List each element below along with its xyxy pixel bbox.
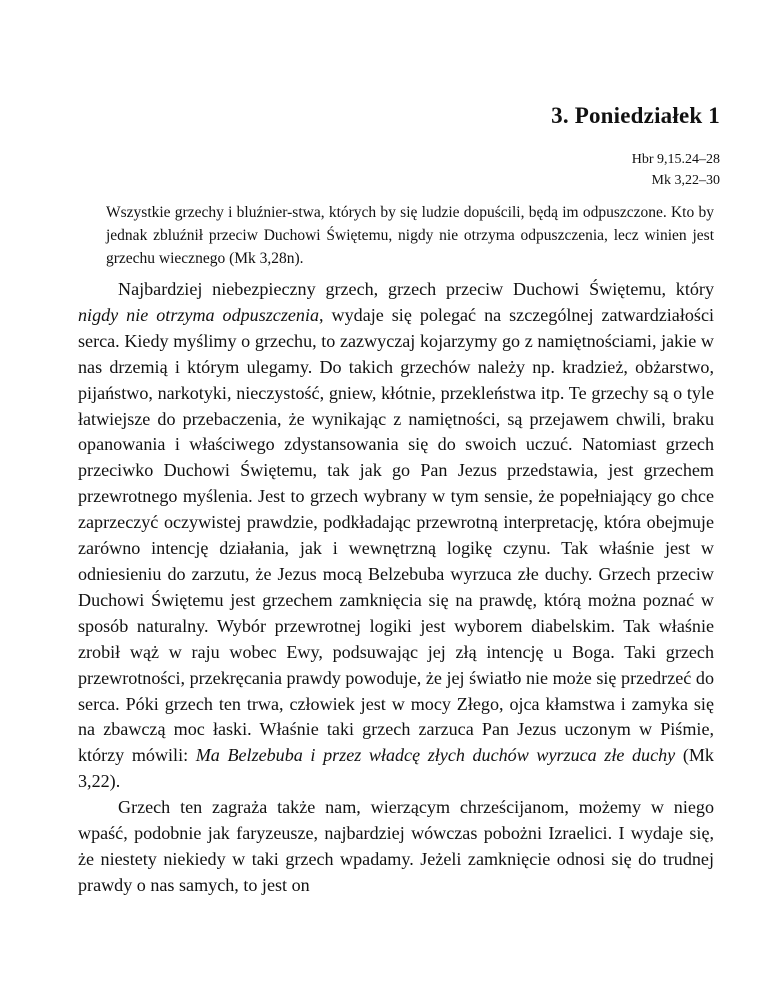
body-text <box>78 277 714 899</box>
text-run: Najbardziej niebezpieczny grzech, grzech przeciw Duchowi Świętemu, który <box>118 279 714 299</box>
emphasis-quote: nigdy nie otrzyma odpuszczenia <box>78 304 320 325</box>
emphasis-quote: Ma Belzebuba i przez władcę złych duchów wyrzuca złe duchy <box>195 745 676 766</box>
scripture-readings <box>632 149 720 191</box>
text-run: (Mk 3,22). <box>78 745 714 792</box>
text-run: , wydaje się polegać na szczególnej zatwardziałości serca. Kiedy myślimy o grzechu, to zazwyczaj kojarzymy go z namiętnościami, jakie w nas drzemią i którym ulegamy. Do takich grzechów należy np. kradzież, obżarstwo, pijaństwo, narkotyki, nieczystość, gniew, kłótnie, przekleństwa itp. Te grzechy są o tyle łatwiejsze do przebaczenia, że wynikając z namiętności, są przejawem chwili, braku opanowania i właściwego zdystansowania się do swoich uczuć. Natomiast grzech przeciwko Duchowi Świętemu, tak jak go Pan Jezus przedstawia, jest grzechem przewrotnego myślenia. Jest to grzech wybrany w tym sensie, że popełniający go chce zaprzeczyć oczywistej prawdzie, podkładając przewrotną interpretację, która obejmuje zarówno intencję działania, jak i wewnętrzną logikę czynu. Tak właśnie jest w odniesieniu do zarzutu, że Jezus mocą Belzebuba wyrzuca złe duchy. Grzech przeciw Duchowi Świętemu jest grzechem zamknięcia się na prawdę, którą można poznać w sposób naturalny. Wybór przewrotnej logiki jest wyborem diabelskim. Tak właśnie zrobił wąż w raju wobec Ewy, podsuwając jej złą intencję u Boga. Taki grzech przewrotności, przekręcania prawdy powoduje, że jej światło nie może się przedrzeć do serca. Póki grzech ten trwa, człowiek jest w mocy Złego, ojca kłamstwa i zamyka się na zbawczą moc łaski. Właśnie taki grzech zarzuca Pan Jezus uczonym w Piśmie, którzy mówili: <box>78 304 715 766</box>
page-title: 3. Poniedziałek 1 <box>551 103 720 128</box>
paragraph <box>78 277 714 795</box>
paragraph <box>78 795 714 899</box>
reading-reference: Hbr 9,15.24–28 <box>631 152 720 167</box>
motto-quote: Wszystkie grzechy i bluźnier-stwa, których by się ludzie dopuścili, będą im odpuszczone. Kto by jednak zbluźnił przeciw Duchowi Świętemu, nigdy nie otrzyma odpuszczenia, lecz winien jest grzechu wiecznego (Mk 3,28n). <box>106 204 714 267</box>
text-run: Grzech ten zagraża także nam, wierzącym chrześcijanom, możemy w niego wpaść, podobnie jak faryzeusze, najbardziej wówczas pobożni Izraelici. I wydaje się, że niestety niekiedy w taki grzech wpadamy. Jeżeli zamknięcie odnosi się do trudnej prawdy o nas samych, to jest on <box>78 797 714 895</box>
reading-reference: Mk 3,22–30 <box>651 173 720 188</box>
